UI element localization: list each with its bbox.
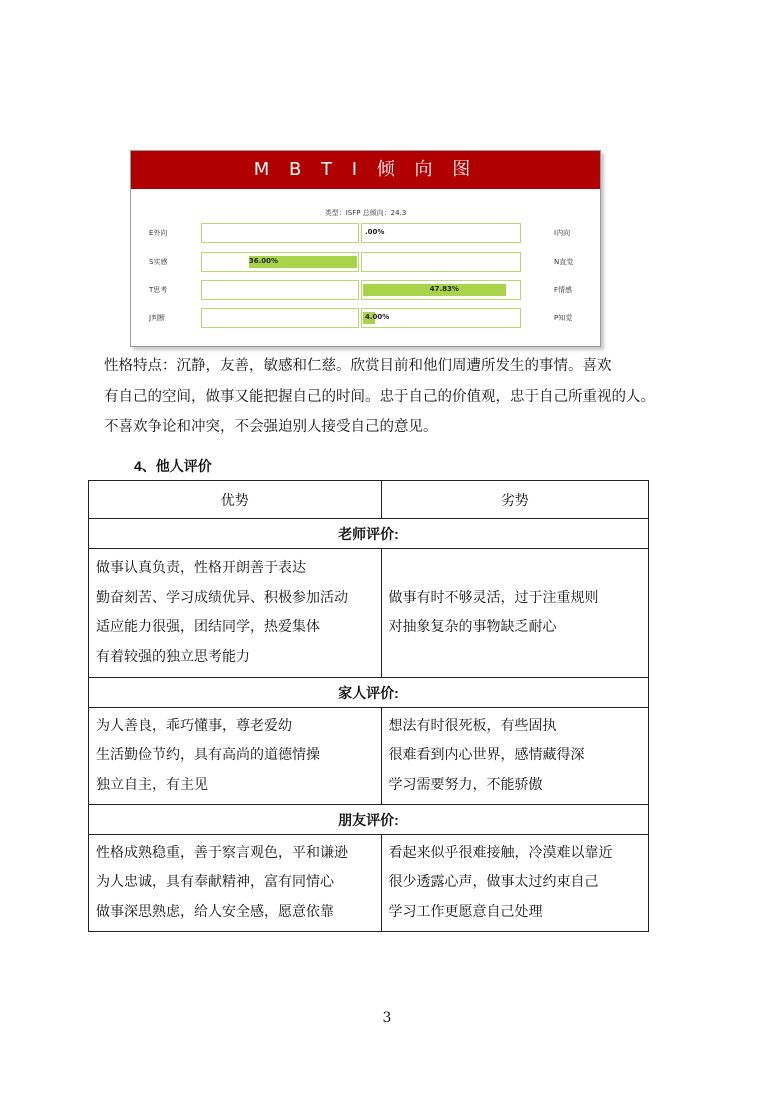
mbti-left-track xyxy=(201,223,359,243)
mbti-right-label: F情感 xyxy=(554,286,573,294)
mbti-left-track xyxy=(201,280,359,300)
list-item: 为人忠诚，具有奉献精神，富有同情心 xyxy=(96,874,334,891)
table-row xyxy=(89,549,649,678)
mbti-right-track xyxy=(361,223,521,243)
mbti-right-label: P知觉 xyxy=(554,314,573,322)
mbti-right-track xyxy=(361,280,521,300)
weakness-cell xyxy=(381,708,648,805)
weakness-header: 劣势 xyxy=(381,481,648,519)
mbti-value: 47.83% xyxy=(429,285,459,293)
mbti-chart xyxy=(130,150,601,347)
list-item: 很少透露心声，做事太过约束自己 xyxy=(388,874,599,891)
section-title-row xyxy=(89,519,649,549)
mbti-left-label: S实感 xyxy=(149,258,168,266)
list-item: 独立自主，有主见 xyxy=(96,776,208,793)
section-title: 家人评价: xyxy=(89,678,649,708)
section-title-row xyxy=(89,678,649,708)
mbti-right-label: I内向 xyxy=(554,229,571,237)
section-title: 朋友评价: xyxy=(89,805,649,835)
evaluation-table xyxy=(88,480,649,932)
mbti-right-track xyxy=(361,308,521,328)
mbti-left-label: E外向 xyxy=(149,229,168,237)
mbti-right-track xyxy=(361,252,521,272)
mbti-row xyxy=(131,280,600,300)
mbti-left-label: T思考 xyxy=(149,286,168,294)
weakness-cell xyxy=(381,835,648,932)
strength-cell xyxy=(89,708,382,805)
section-title-row xyxy=(89,805,649,835)
list-item: 学习需要努力，不能骄傲 xyxy=(388,776,543,793)
personality-line-1: 性格特点：沉静，友善，敏感和仁慈。欣赏目前和他们周遭所发生的事情。喜欢 xyxy=(104,358,612,374)
mbti-title: M B T I 倾 向 图 xyxy=(131,151,600,189)
table-row xyxy=(89,835,649,932)
mbti-value: 4.00% xyxy=(365,313,390,321)
page-number: 3 xyxy=(382,1010,392,1026)
list-item: 看起来似乎很难接触，冷漠难以靠近 xyxy=(388,844,613,861)
list-item: 学习工作更愿意自己处理 xyxy=(388,903,543,920)
section-title: 老师评价: xyxy=(89,519,649,549)
list-item: 做事深思熟虑，给人安全感，愿意依靠 xyxy=(96,903,334,920)
list-item: 为人善良，乖巧懂事，尊老爱幼 xyxy=(96,717,292,734)
list-item: 有着较强的独立思考能力 xyxy=(96,648,250,665)
personality-line-3: 不喜欢争论和冲突，不会强迫别人接受自己的意见。 xyxy=(104,419,438,435)
list-item: 性格成熟稳重，善于察言观色，平和谦逊 xyxy=(96,844,348,861)
table-row xyxy=(89,708,649,805)
list-item: 做事认真负责，性格开朗善于表达 xyxy=(96,560,306,576)
section-heading: 4、他人评价 xyxy=(134,458,212,474)
list-item: 想法有时很死板，有些固执 xyxy=(388,717,557,734)
strength-cell xyxy=(89,835,382,932)
mbti-row xyxy=(131,252,600,272)
list-item: 生活勤俭节约，具有高尚的道德情操 xyxy=(96,747,320,764)
strength-cell xyxy=(89,549,382,678)
strength-header: 优势 xyxy=(89,481,382,519)
personality-line-2: 有自己的空间，做事又能把握自己的时间。忠于自己的价值观，忠于自己所重视的人。 xyxy=(104,389,655,405)
mbti-left-label: J判断 xyxy=(149,314,166,322)
mbti-row xyxy=(131,223,600,243)
mbti-value: .00% xyxy=(365,228,385,236)
mbti-right-label: N直觉 xyxy=(554,258,574,266)
mbti-row xyxy=(131,308,600,328)
mbti-left-track xyxy=(201,308,359,328)
table-header-row xyxy=(89,481,649,519)
mbti-value: 36.00% xyxy=(248,257,278,265)
list-item: 很难看到内心世界，感情藏得深 xyxy=(388,747,585,764)
list-item: 做事有时不够灵活，过于注重规则 xyxy=(388,589,599,606)
weakness-cell xyxy=(381,549,648,678)
list-item: 勤奋刻苦、学习成绩优异、积极参加活动 xyxy=(96,589,348,606)
list-item: 对抽象复杂的事物缺乏耐心 xyxy=(388,619,557,635)
mbti-subtitle: 类型：ISFP 总倾向：24.3 xyxy=(324,209,407,217)
list-item: 适应能力很强，团结同学，热爱集体 xyxy=(96,619,320,635)
mbti-left-track xyxy=(201,252,359,272)
